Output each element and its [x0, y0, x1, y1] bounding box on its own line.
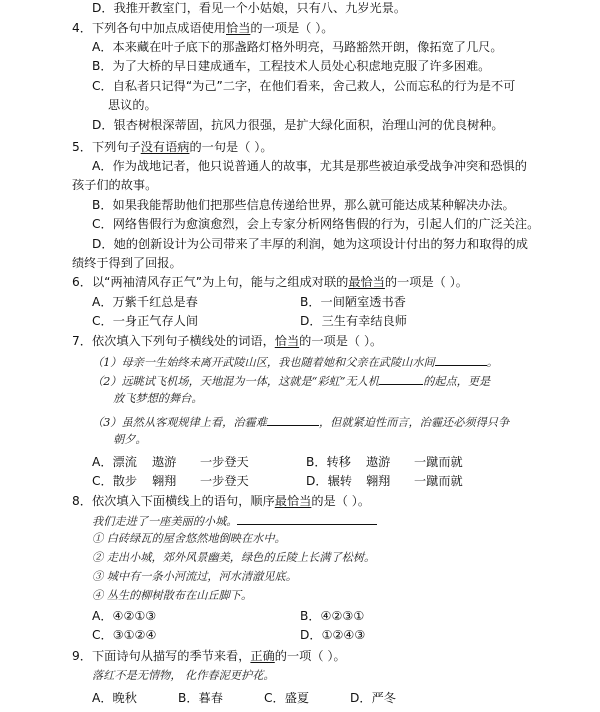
q7-option-a[interactable]	[92, 454, 249, 470]
sentence-text: （1）母亲一生始终未离开武陵山区，我也随着她和父亲在武陵山水间	[92, 356, 435, 369]
option-word-3: 一步登天	[200, 474, 249, 488]
q8-option-a[interactable]: A．④②①③	[92, 609, 157, 623]
question-text: 以“两袖清风存正气”为上句，能与之组成对联的	[91, 275, 349, 289]
question-text: 下列各句中加点成语使用	[91, 21, 227, 35]
option-word-2: 遨游	[366, 455, 391, 469]
q6-option-d[interactable]: D．三生有幸结良师	[300, 314, 407, 328]
q9-poem: 落红不是无情物， 化作春泥更护花。	[92, 669, 275, 682]
q6-option-c[interactable]: C．一身正气存人间	[92, 314, 199, 328]
question-text-end: 的一项是（ ）。	[250, 21, 334, 35]
option-word-1: B．转移	[306, 455, 351, 469]
q7-option-b[interactable]	[306, 454, 463, 470]
underlined-keyword: 恰当	[274, 334, 300, 348]
option-word-1: C．散步	[92, 474, 138, 488]
q9-option-c[interactable]: C．盛夏	[264, 691, 310, 705]
underlined-keyword: 最恰当	[274, 494, 312, 508]
q4-option-c-cont: 思议的。	[108, 98, 157, 112]
q7-sentence-3	[92, 413, 509, 431]
q5-option-b[interactable]: B．如果我能帮助他们把那些信息传递给世界，那么就可能达成某种解决办法。	[92, 198, 515, 212]
q9-option-d[interactable]: D．严冬	[350, 691, 396, 705]
question-number: 4．	[72, 21, 92, 35]
q9-option-b[interactable]: B．暮春	[178, 691, 223, 705]
q4-option-d[interactable]: D．银杏树根深蒂固，抗风力很强，是扩大绿化面积，治理山河的优良树种。	[92, 118, 504, 132]
q4-option-b[interactable]: B．为了大桥的早日建成通车，工程技术人员处心积虑地克服了许多困难。	[92, 59, 491, 73]
question-text: 依次填入下列句子横线处的词语，	[91, 334, 275, 348]
underlined-keyword: 没有语病	[140, 140, 190, 154]
q4-option-c[interactable]: C．自私者只记得“为己”二字，在他们看来，舍己救人，公而忘私的行为是不可	[92, 79, 516, 93]
question-text-end: 的一项是（ ）。	[384, 275, 468, 289]
underlined-keyword: 正确	[250, 649, 275, 663]
q8-sentence-2: ② 走出小城，郊外风景幽美，绿色的丘陵上长满了松树。	[92, 551, 376, 564]
question-9-stem	[72, 648, 346, 664]
fill-blank[interactable]	[237, 512, 377, 525]
q7-sentence-2-cont: 放飞梦想的舞台。	[113, 392, 203, 405]
q9-option-a[interactable]: A．晚秋	[92, 691, 137, 705]
option-word-3: 一步登天	[200, 455, 249, 469]
q8-option-d[interactable]: D．①②④③	[300, 628, 366, 642]
q5-option-a-cont: 孩子们的故事。	[72, 178, 158, 192]
option-word-2: 翱翔	[366, 474, 391, 488]
option-word-1: D．辗转	[306, 474, 352, 488]
question-text-end: 的是（ ）。	[311, 494, 371, 508]
option-word-3: 一蹴而就	[414, 455, 463, 469]
fill-blank[interactable]	[379, 372, 423, 385]
question-number: 6．	[72, 275, 92, 289]
q6-option-a[interactable]: A．万紫千红总是春	[92, 295, 198, 309]
option-word-3: 一蹴而就	[414, 474, 463, 488]
question-number: 7．	[72, 334, 92, 348]
q7-sentence-1	[92, 353, 498, 371]
q5-option-d[interactable]: D．她的创新设计为公司带来了丰厚的利润，她为这项设计付出的努力和取得的成	[92, 237, 528, 251]
q5-option-c[interactable]: C．网络售假行为愈演愈烈，会上专家分析网络售假的行为，引起人们的广泛关注。	[92, 217, 540, 231]
question-text-end: 的一句是（ ）。	[189, 140, 273, 154]
question-6-stem	[72, 274, 468, 290]
q8-option-b[interactable]: B．④②③①	[300, 609, 365, 623]
q8-option-c[interactable]: C．③①②④	[92, 628, 157, 642]
question-text-end: 的一项（ ）。	[274, 649, 346, 663]
q5-option-a[interactable]: A．作为战地记者，他只说普通人的故事，尤其是那些被迫承受战争冲突和恐惧的	[92, 159, 527, 173]
q7-option-c[interactable]	[92, 473, 249, 489]
sentence-text: 我们走进了一座美丽的小城。	[92, 515, 238, 528]
option-word-1: A．漂流	[92, 455, 137, 469]
question-8-stem	[72, 493, 370, 509]
q8-sentence-4: ④ 丛生的柳树散布在山丘脚下。	[92, 589, 253, 602]
q5-option-d-cont: 绩终于得到了回报。	[72, 256, 182, 270]
sentence-text-end: 。	[486, 356, 498, 369]
underlined-keyword: 恰当	[226, 21, 251, 35]
q3-option-d: D．我推开教室门，看见一个小姑娘，只有八、九岁光景。	[92, 1, 407, 15]
q7-option-d[interactable]	[306, 473, 463, 489]
q4-option-a[interactable]: A．本来藏在叶子底下的那盏路灯格外明亮，马路豁然开朗，像拓宽了几尺。	[92, 40, 503, 54]
question-number: 9．	[72, 649, 92, 663]
fill-blank[interactable]	[435, 353, 487, 366]
q8-sentence-1: ① 白砖绿瓦的屋舍悠然地倒映在水中。	[92, 532, 286, 545]
sentence-text: （3）虽然从客观规律上看，治霾难	[92, 416, 267, 429]
sentence-text-end: 的起点，更是	[423, 375, 491, 388]
option-word-2: 翱翔	[152, 474, 177, 488]
q8-sentence-3: ③ 城中有一条小河流过，河水清澈见底。	[92, 570, 297, 583]
fill-blank[interactable]	[267, 413, 319, 426]
question-text: 下面诗句从描写的季节来看，	[91, 649, 251, 663]
question-number: 8．	[72, 494, 92, 508]
question-text: 依次填入下面横线上的语句，顺序	[91, 494, 275, 508]
question-5-stem	[72, 139, 273, 155]
question-text-end: 的一项是（ ）。	[299, 334, 383, 348]
q7-sentence-3-cont: 朝夕。	[113, 433, 147, 446]
question-4-stem	[72, 20, 333, 36]
question-number: 5．	[72, 140, 92, 154]
question-7-stem	[72, 333, 382, 349]
q7-sentence-2	[92, 372, 490, 390]
question-text: 下列句子	[91, 140, 141, 154]
q8-lead-sentence	[92, 512, 377, 530]
option-word-2: 遨游	[152, 455, 177, 469]
q6-option-b[interactable]: B．一间陋室透书香	[300, 295, 406, 309]
underlined-keyword: 最恰当	[348, 275, 385, 289]
sentence-text-end: ，但就紧迫性而言，治霾还必须得只争	[318, 416, 510, 429]
sentence-text: （2）远眺试飞机场，天地混为一体，这就是“彩虹”无人机	[92, 375, 380, 388]
